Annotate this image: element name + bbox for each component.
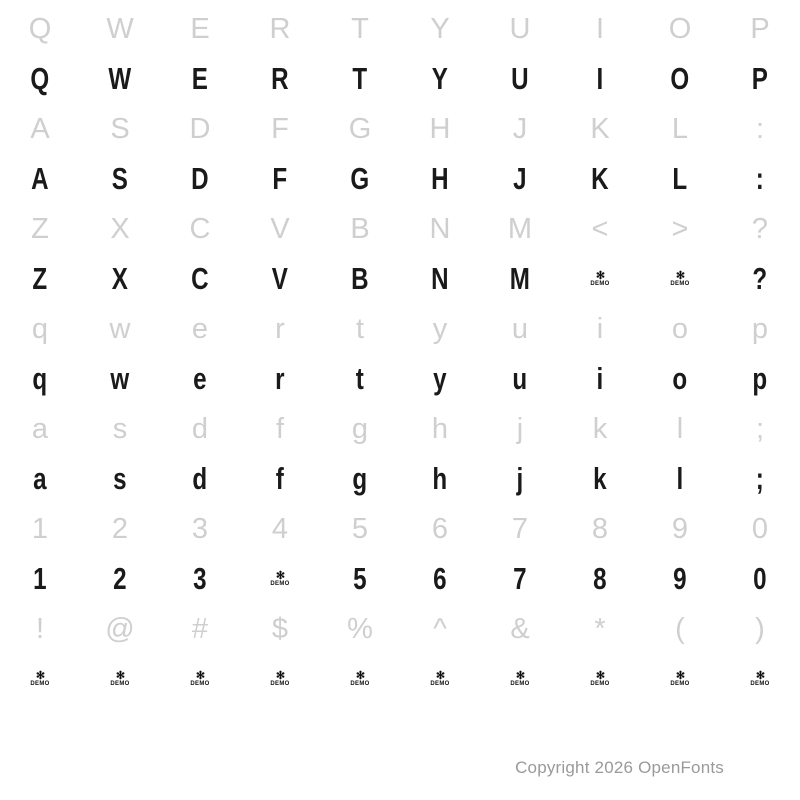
glyph-cell: 7 — [513, 561, 527, 596]
glyph-cell: j — [516, 461, 524, 496]
demo-label: DEMO — [670, 681, 690, 687]
demo-burst-icon: ✻ — [115, 670, 125, 682]
glyph-cell: h — [432, 461, 448, 496]
glyph-cell: 7 — [511, 512, 529, 545]
glyph-cell: d — [192, 461, 208, 496]
glyph-cell: h — [431, 412, 449, 445]
demo-stamp-icon — [640, 654, 720, 704]
glyph-cell: d — [191, 412, 209, 445]
glyph-cell: U — [511, 61, 529, 96]
demo-mark — [665, 671, 695, 687]
glyph-cell: 8 — [591, 512, 609, 545]
glyph-cell: ) — [755, 612, 765, 645]
glyph-cell: s — [113, 461, 127, 496]
glyph-cell: O — [670, 61, 690, 96]
glyph-cell: t — [355, 312, 365, 345]
glyph-cell: 0 — [753, 561, 767, 596]
glyph-cell: o — [672, 361, 688, 396]
glyph-cell: 3 — [193, 561, 207, 596]
glyph-cell: g — [352, 461, 368, 496]
glyph-cell: a — [33, 461, 47, 496]
glyph-cell: @ — [105, 612, 135, 645]
demo-stamp-icon — [320, 654, 400, 704]
glyph-cell: e — [193, 361, 207, 396]
glyph-row — [0, 304, 800, 354]
glyph-row — [0, 154, 800, 204]
glyph-row — [0, 4, 800, 54]
glyph-cell: 6 — [433, 561, 447, 596]
glyph-row — [0, 354, 800, 404]
demo-stamp-icon — [640, 254, 720, 304]
glyph-cell: < — [591, 212, 609, 245]
glyph-cell: B — [350, 212, 370, 245]
demo-mark — [585, 671, 615, 687]
glyph-cell: W — [108, 61, 132, 96]
demo-burst-icon: ✻ — [275, 570, 285, 582]
demo-label: DEMO — [350, 681, 370, 687]
glyph-cell: t — [355, 361, 365, 396]
demo-mark — [665, 271, 695, 287]
glyph-cell: D — [189, 112, 211, 145]
glyph-cell: 0 — [751, 512, 769, 545]
glyph-cell: u — [512, 361, 528, 396]
glyph-cell: 1 — [31, 512, 49, 545]
glyph-cell: l — [676, 412, 684, 445]
glyph-cell: Z — [31, 212, 49, 245]
demo-label: DEMO — [590, 681, 610, 687]
demo-burst-icon: ✻ — [755, 670, 765, 682]
demo-burst-icon: ✻ — [435, 670, 445, 682]
glyph-cell: J — [512, 112, 528, 145]
glyph-cell: ? — [751, 212, 769, 245]
glyph-cell: B — [351, 261, 369, 296]
glyph-cell: $ — [271, 612, 289, 645]
demo-label: DEMO — [670, 281, 690, 287]
glyph-cell: C — [191, 261, 209, 296]
demo-burst-icon: ✻ — [595, 270, 605, 282]
glyph-cell: u — [511, 312, 529, 345]
glyph-cell: Y — [431, 61, 449, 96]
demo-mark — [185, 671, 215, 687]
glyph-cell: Z — [32, 261, 48, 296]
glyph-cell: V — [271, 261, 289, 296]
glyph-cell: A — [30, 112, 50, 145]
glyph-cell: H — [431, 161, 449, 196]
demo-burst-icon: ✻ — [675, 670, 685, 682]
demo-burst-icon: ✻ — [35, 670, 45, 682]
demo-label: DEMO — [30, 681, 50, 687]
demo-stamp-icon — [80, 654, 160, 704]
glyph-cell: > — [671, 212, 689, 245]
demo-burst-icon: ✻ — [195, 670, 205, 682]
demo-stamp-icon — [400, 654, 480, 704]
glyph-cell: ( — [675, 612, 685, 645]
glyph-cell: k — [592, 412, 608, 445]
glyph-cell: 2 — [111, 512, 129, 545]
demo-stamp-icon — [560, 254, 640, 304]
demo-label: DEMO — [270, 581, 290, 587]
demo-label: DEMO — [430, 681, 450, 687]
demo-mark — [425, 671, 455, 687]
glyph-row — [0, 404, 800, 454]
glyph-cell: N — [429, 212, 451, 245]
glyph-cell: p — [752, 361, 768, 396]
glyph-cell: 3 — [191, 512, 209, 545]
glyph-cell: M — [509, 261, 531, 296]
glyph-cell: & — [510, 612, 530, 645]
demo-label: DEMO — [590, 281, 610, 287]
glyph-cell: f — [275, 412, 285, 445]
glyph-row — [0, 254, 800, 304]
glyph-cell: ; — [755, 412, 765, 445]
glyph-cell: w — [109, 312, 131, 345]
demo-mark — [345, 671, 375, 687]
glyph-cell: H — [429, 112, 451, 145]
demo-burst-icon: ✻ — [675, 270, 685, 282]
glyph-cell: # — [191, 612, 209, 645]
glyph-cell: X — [110, 212, 130, 245]
glyph-row — [0, 54, 800, 104]
glyph-cell: % — [347, 612, 373, 645]
glyph-cell: E — [190, 12, 210, 45]
glyph-row — [0, 554, 800, 604]
glyph-cell: i — [596, 361, 604, 396]
demo-label: DEMO — [510, 681, 530, 687]
demo-mark — [105, 671, 135, 687]
glyph-row — [0, 504, 800, 554]
glyph-cell: p — [751, 312, 769, 345]
glyph-cell: ; — [755, 461, 765, 496]
demo-stamp-icon — [240, 654, 320, 704]
glyph-cell: L — [672, 161, 688, 196]
glyph-cell: q — [32, 361, 48, 396]
glyph-row — [0, 454, 800, 504]
glyph-cell: 8 — [593, 561, 607, 596]
glyph-cell: I — [596, 61, 604, 96]
glyph-row — [0, 654, 800, 704]
glyph-cell: S — [111, 161, 129, 196]
glyph-cell: k — [593, 461, 607, 496]
glyph-cell: X — [111, 261, 129, 296]
glyph-cell: F — [272, 161, 288, 196]
glyph-cell: C — [189, 212, 211, 245]
glyph-cell: M — [507, 212, 533, 245]
demo-burst-icon: ✻ — [515, 670, 525, 682]
glyph-cell: i — [596, 312, 604, 345]
glyph-cell: : — [755, 161, 765, 196]
glyph-row — [0, 204, 800, 254]
glyph-cell: D — [191, 161, 209, 196]
demo-stamp-icon — [480, 654, 560, 704]
glyph-cell: w — [110, 361, 130, 396]
glyph-cell: o — [671, 312, 689, 345]
demo-stamp-icon — [560, 654, 640, 704]
demo-stamp-icon — [160, 654, 240, 704]
glyph-cell: * — [594, 612, 606, 645]
glyph-cell: ^ — [433, 612, 447, 645]
glyph-cell: : — [755, 112, 765, 145]
glyph-cell: G — [350, 161, 370, 196]
glyph-cell: R — [269, 12, 291, 45]
glyph-cell: Q — [30, 61, 50, 96]
glyph-cell: F — [271, 112, 289, 145]
glyph-cell: ! — [35, 612, 45, 645]
glyph-cell: K — [590, 112, 610, 145]
glyph-cell: Q — [28, 12, 52, 45]
demo-mark — [505, 671, 535, 687]
demo-stamp-icon — [720, 654, 800, 704]
demo-mark — [25, 671, 55, 687]
glyph-cell: R — [271, 61, 289, 96]
glyph-cell: f — [275, 461, 285, 496]
glyph-cell: W — [106, 12, 134, 45]
glyph-cell: e — [191, 312, 209, 345]
glyph-cell: y — [433, 361, 447, 396]
glyph-cell: 2 — [113, 561, 127, 596]
glyph-cell: l — [676, 461, 684, 496]
glyph-cell: j — [516, 412, 524, 445]
glyph-cell: S — [110, 112, 130, 145]
glyph-cell: E — [191, 61, 209, 96]
demo-label: DEMO — [190, 681, 210, 687]
glyph-cell: G — [348, 112, 372, 145]
glyph-cell: s — [112, 412, 128, 445]
demo-burst-icon: ✻ — [595, 670, 605, 682]
glyph-cell: g — [351, 412, 369, 445]
glyph-cell: K — [591, 161, 609, 196]
glyph-cell: J — [513, 161, 527, 196]
glyph-cell: L — [671, 112, 689, 145]
glyph-cell: U — [509, 12, 531, 45]
demo-label: DEMO — [270, 681, 290, 687]
glyph-cell: A — [31, 161, 49, 196]
glyph-cell: r — [275, 312, 285, 345]
demo-label: DEMO — [750, 681, 770, 687]
demo-mark — [265, 571, 295, 587]
glyph-row — [0, 104, 800, 154]
glyph-cell: T — [352, 61, 368, 96]
demo-mark — [745, 671, 775, 687]
glyph-cell: y — [432, 312, 448, 345]
glyph-cell: 9 — [671, 512, 689, 545]
glyph-cell: Y — [430, 12, 450, 45]
glyph-cell: 5 — [353, 561, 367, 596]
glyph-cell: 4 — [271, 512, 289, 545]
demo-stamp-icon — [240, 554, 320, 604]
demo-burst-icon: ✻ — [355, 670, 365, 682]
glyph-cell: a — [31, 412, 49, 445]
demo-burst-icon: ✻ — [275, 670, 285, 682]
glyph-cell: P — [750, 12, 770, 45]
glyph-cell: 9 — [673, 561, 687, 596]
copyright-notice: Copyright 2026 OpenFonts — [515, 758, 724, 777]
glyph-cell: V — [270, 212, 290, 245]
demo-stamp-icon — [0, 654, 80, 704]
glyph-cell: T — [351, 12, 369, 45]
glyph-cell: I — [595, 12, 605, 45]
glyph-cell: 6 — [431, 512, 449, 545]
glyph-cell: 5 — [351, 512, 369, 545]
demo-label: DEMO — [110, 681, 130, 687]
glyph-cell: N — [431, 261, 449, 296]
glyph-cell: P — [751, 61, 769, 96]
glyph-cell: O — [668, 12, 692, 45]
glyph-row — [0, 604, 800, 654]
demo-mark — [265, 671, 295, 687]
glyph-cell: q — [31, 312, 49, 345]
demo-mark — [585, 271, 615, 287]
glyph-cell: ? — [752, 261, 768, 296]
glyph-cell: 1 — [33, 561, 47, 596]
glyph-cell: r — [275, 361, 285, 396]
